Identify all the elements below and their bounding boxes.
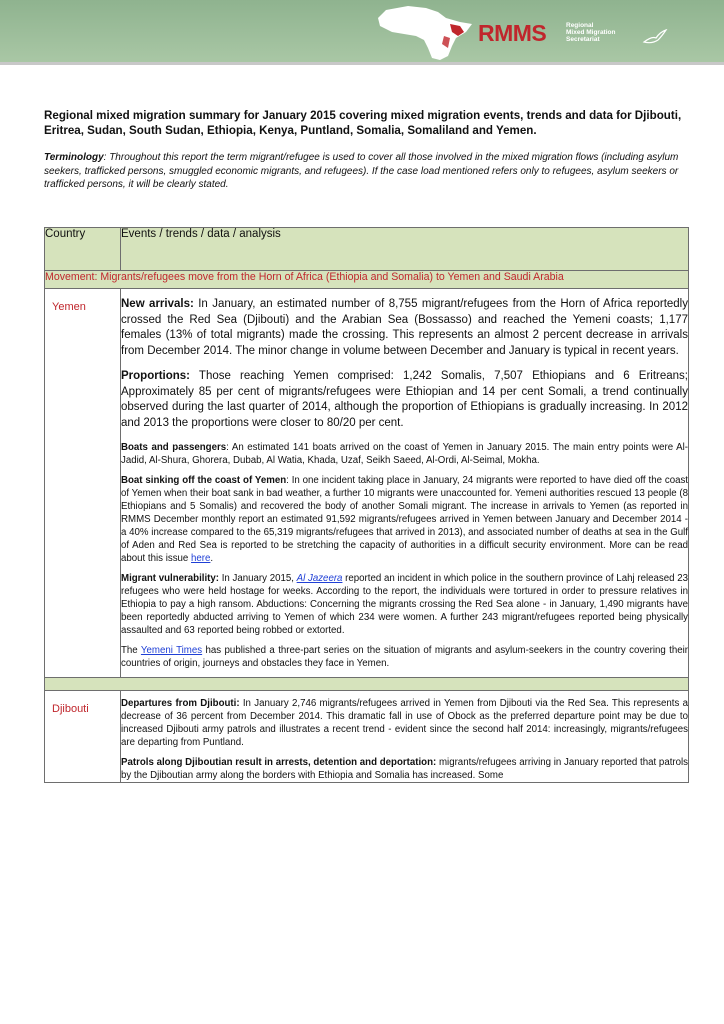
spacer-row bbox=[45, 678, 689, 691]
rmms-logo: RMMS bbox=[478, 20, 547, 46]
country-yemen: Yemen bbox=[45, 289, 121, 678]
proportions-paragraph: Proportions: Those reaching Yemen comprised: 1,242 Somalis, 7,507 Ethiopians and 6 Eritreans; Approximately 85 per cent of migrants/refugees were Ethiopian and 14 per cent Somali, a trend continually observed during the last quarter of 2014, although the proportion of Ethiopians is gradually increasing. In 2012 and 2013 the proportions were closer to 80/20 per cent. bbox=[121, 370, 688, 429]
new-arrivals-paragraph: New arrivals: In January, an estimated number of 8,755 migrant/refugees from the Horn of Africa reportedly crossed the Red Sea (Djibouti) and the Arabian Sea (Bossasso) and reached the Yemeni coasts; 1,177 females (13% of total migrants) made the crossing. This represents an almost 2 percent decrease in arrivals from December 2014. The minor change in volume between December and January is typical in recent years. bbox=[121, 298, 688, 357]
terminology-label: Terminology bbox=[44, 152, 104, 163]
boats-paragraph: Boats and passengers: An estimated 141 boats arrived on the coast of Yemen in January 2015. The main entry points were Al-Jadid, Al-Shura, Ghorera, Dubab, Al Watia, Khada, Uzaf, Seikh Saeed, Al-Ordi, Al-Seimal, Mokha. bbox=[121, 442, 688, 466]
terminology-text: : Throughout this report the term migrant/refugee is used to cover all those involved in the mixed migration flows (including asylum seekers, trafficked persons, smuggled economic migrants, and refugees). If the case load mentioned refers only to refugees, asylum seekers or trafficked persons, it will be clearly stated. bbox=[44, 152, 679, 190]
patrols-paragraph: Patrols along Djiboutian result in arrests, detention and deportation: migrants/refugees arriving in January reported that patrols by the Djiboutian army along the borders with Ethiopia and Somalia has increased. Some bbox=[121, 757, 689, 781]
bird-logo-icon bbox=[642, 28, 668, 46]
movement-label: Movement: Migrants/refugees move from the Horn of Africa (Ethiopia and Somalia) to Yemen and Saudi Arabia bbox=[45, 271, 689, 289]
table-header-row bbox=[45, 228, 689, 271]
vulnerability-paragraph: Migrant vulnerability: In January 2015, Al Jazeera reported an incident in which police in the southern province of Lahj released 23 refugees who were held hostage for weeks. According to the report, the individuals were tortured in order to pressure relatives in Ethiopia to pay a high ransom. Abductions: Concerning the migrants crossing the Red Sea alone - in January, 1,490 migrants have been reportedly abducted arriving to Yemen of which 234 were women. A further 243 migrant/refugees reported being physically assaulted and 63 reported being robbed or extorted. bbox=[121, 573, 688, 636]
djibouti-events bbox=[121, 691, 689, 783]
yemeni-times-paragraph: The Yemeni Times has published a three-part series on the situation of migrants and asylum-seekers in the country covering their countries of origin, journeys and obstacles they face in Yemen. bbox=[121, 645, 688, 669]
col-events-header: Events / trends / data / analysis bbox=[121, 228, 689, 271]
movement-row bbox=[45, 271, 689, 289]
summary-heading: Regional mixed migration summary for January 2015 covering mixed migration events, trends and data for Djibouti, Eritrea, Sudan, South Sudan, Ethiopia, Kenya, Puntland, Somalia, Somaliland and Yemen. bbox=[44, 109, 682, 137]
terminology-note bbox=[44, 151, 686, 192]
here-link[interactable]: here bbox=[191, 553, 211, 564]
rmms-logo-subtitle: Regional Mixed Migration Secretariat bbox=[566, 22, 616, 43]
header-rule bbox=[0, 62, 724, 65]
departures-paragraph: Departures from Djibouti: In January 2,746 migrants/refugees arrived in Yemen from Djibouti via the Red Sea. This represents a decrease of 36 percent from December 2014. This dramatic fall in use of Obock as the preferred departure point may be due to increased Djibouti army patrols and illustrates a recent trend - evident since the second half 2014: increasingly, migrants/refugees are departing from Puntland. bbox=[121, 698, 688, 748]
col-country-header: Country bbox=[45, 228, 121, 271]
yemen-row bbox=[45, 289, 689, 678]
yemeni-times-link[interactable]: Yemeni Times bbox=[140, 645, 203, 656]
africa-map-icon bbox=[368, 2, 480, 62]
al-jazeera-link[interactable]: Al Jazeera bbox=[296, 573, 343, 584]
country-djibouti: Djibouti bbox=[45, 691, 121, 783]
djibouti-row bbox=[45, 691, 689, 783]
sinking-paragraph: Boat sinking off the coast of Yemen: In one incident taking place in January, 24 migrants were reported to have died off the coast of Yemen when their boat sank in bad weather, a further 10 migrants were unaccounted for. Yemeni authorities rescued 13 people (8 Ethiopians and 5 Somalis) and recovered the body of another Somali migrant. The increase in arrivals to Yemen (as reported in RMMS December monthly report an estimated 91,592 migrants/refugees arrived in Yemen between January and December 2014 - a 40% increase compared to the 65,319 migrants/refugees that arrived in 2013), and associated number of deaths at sea in the Gulf of Aden and Red Sea is reported to be stretching the capacity of authorities in a difficult security environment. More can be read about this issue here. bbox=[121, 475, 688, 564]
migration-table bbox=[44, 227, 689, 783]
yemen-events bbox=[121, 289, 689, 678]
